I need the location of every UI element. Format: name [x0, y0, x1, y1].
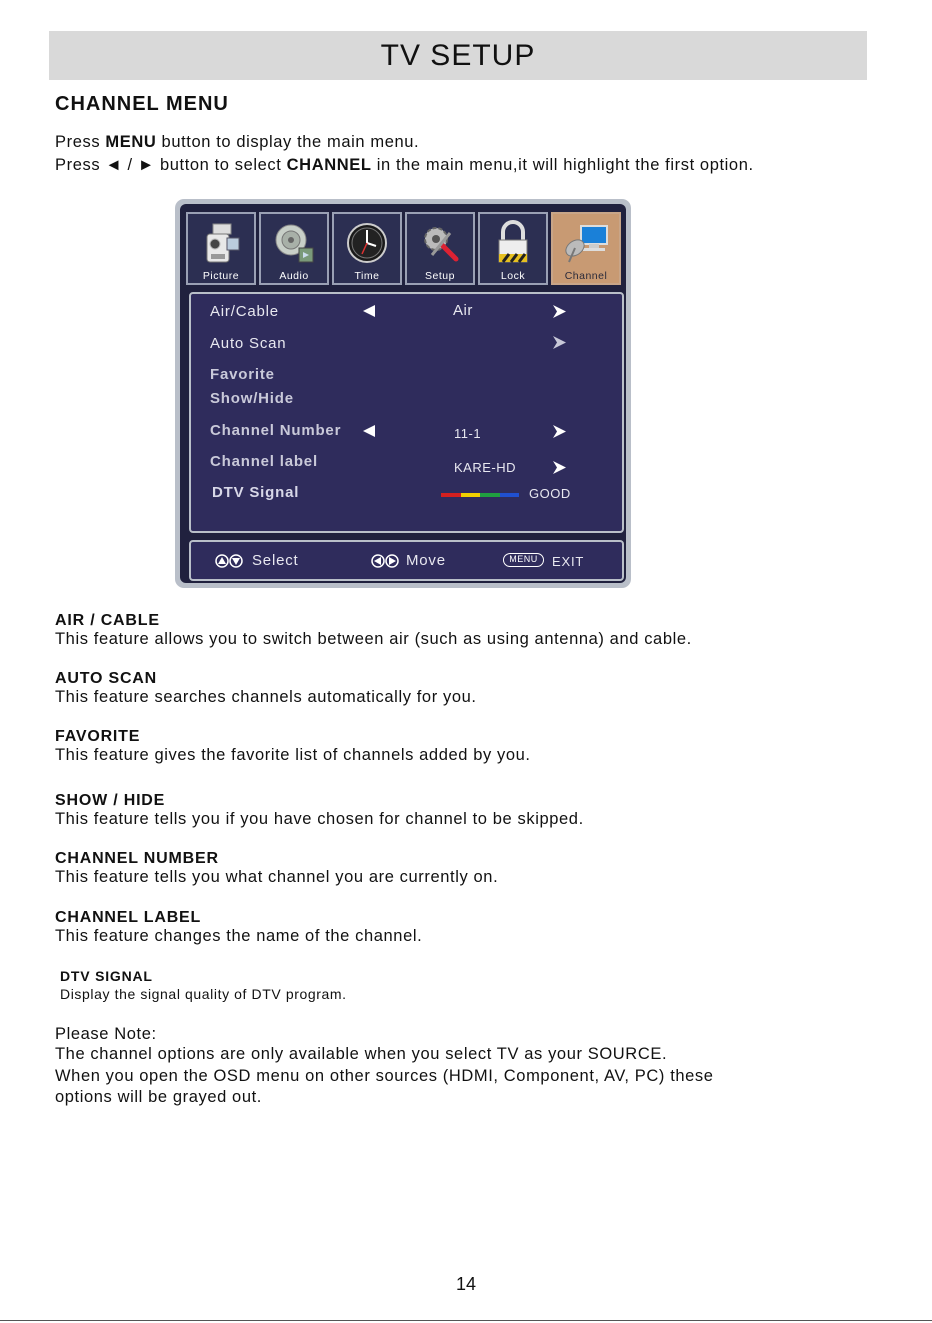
tab-label: Picture — [202, 270, 240, 282]
signal-segment — [500, 493, 520, 497]
menu-item-dtv-signal[interactable]: DTV Signal — [212, 484, 300, 501]
footer-move-label: Move — [406, 552, 446, 569]
osd-inner — [180, 204, 626, 583]
intro-bold: CHANNEL — [286, 156, 372, 174]
footer-select-label: Select — [252, 552, 299, 569]
arrow-right-icon[interactable] — [553, 305, 566, 318]
note-line-2: When you open the OSD menu on other sources (HDMI, Component, AV, PC) these — [55, 1067, 714, 1085]
intro-text: in the main menu,it will highlight the first option. — [371, 156, 754, 174]
intro-bold: MENU — [105, 133, 157, 151]
osd-footer — [189, 540, 624, 581]
signal-segment — [441, 493, 461, 497]
title-bar — [49, 31, 867, 80]
arrow-right-icon[interactable] — [553, 425, 566, 438]
left-right-icon — [371, 554, 399, 568]
menu-button-icon[interactable]: MENU — [503, 553, 544, 567]
tab-label: Channel — [564, 270, 608, 282]
signal-segment — [461, 493, 481, 497]
page-number: 14 — [455, 1274, 477, 1294]
menu-item-auto-scan[interactable]: Auto Scan — [210, 335, 287, 352]
menu-item-channel-number[interactable]: Channel Number — [210, 422, 342, 439]
tab-audio[interactable] — [259, 212, 329, 285]
intro-line-2 — [55, 156, 754, 175]
note-line-3: options will be grayed out. — [55, 1088, 262, 1106]
desc-body-auto-scan: This feature searches channels automatically for you. — [55, 688, 477, 706]
desc-heading-dtv-signal: DTV SIGNAL — [60, 968, 153, 984]
tab-label: Setup — [425, 270, 455, 282]
air-cable-value: Air — [453, 302, 473, 319]
section-heading: CHANNEL MENU — [55, 93, 229, 115]
tab-setup[interactable] — [405, 212, 475, 285]
padlock-icon — [480, 218, 546, 268]
desc-heading-channel-label: CHANNEL LABEL — [55, 909, 202, 926]
clock-icon — [334, 218, 400, 268]
desc-body-show-hide: This feature tells you if you have chosen for channel to be skipped. — [55, 810, 584, 828]
arrow-right-icon[interactable] — [553, 461, 566, 474]
menu-item-channel-label[interactable]: Channel label — [210, 453, 318, 470]
tools-icon — [407, 218, 473, 268]
tab-label: Audio — [279, 270, 309, 282]
tab-label: Time — [354, 270, 380, 282]
camcorder-icon — [188, 218, 254, 268]
desc-body-dtv-signal: Display the signal quality of DTV program. — [60, 986, 347, 1002]
up-down-icon — [215, 554, 243, 568]
desc-body-channel-number: This feature tells you what channel you are currently on. — [55, 868, 499, 886]
channel-number-value: 11-1 — [454, 426, 482, 441]
dtv-signal-value: GOOD — [529, 486, 571, 501]
footer-exit-label: EXIT — [552, 554, 585, 569]
page-title: TV SETUP — [380, 39, 536, 72]
bottom-divider — [0, 1320, 932, 1321]
desc-heading-auto-scan: AUTO SCAN — [55, 670, 158, 687]
menu-item-show-hide[interactable]: Show/Hide — [210, 390, 294, 407]
channel-menu-panel — [189, 292, 624, 533]
tab-channel[interactable] — [551, 212, 621, 285]
tab-lock[interactable] — [478, 212, 548, 285]
note-line-1: The channel options are only available when you select TV as your SOURCE. — [55, 1045, 668, 1063]
tab-time[interactable] — [332, 212, 402, 285]
intro-text: Press ◄ / ► button to select — [55, 156, 287, 174]
note-heading: Please Note: — [55, 1025, 157, 1043]
intro-text: Press — [55, 133, 106, 151]
menu-item-air-cable[interactable]: Air/Cable — [210, 303, 279, 320]
desc-heading-air-cable: AIR / CABLE — [55, 612, 160, 629]
arrow-left-icon[interactable] — [363, 425, 375, 437]
desc-heading-favorite: FAVORITE — [55, 728, 141, 745]
satellite-dish-icon — [553, 218, 619, 268]
desc-heading-show-hide: SHOW / HIDE — [55, 792, 166, 809]
intro-line-1 — [55, 133, 419, 152]
arrow-right-icon[interactable] — [553, 336, 566, 349]
desc-body-favorite: This feature gives the favorite list of channels added by you. — [55, 746, 531, 764]
menu-item-favorite[interactable]: Favorite — [210, 366, 275, 383]
speaker-icon — [261, 218, 327, 268]
signal-strength-bar — [441, 493, 519, 497]
tab-label: Lock — [500, 270, 526, 282]
desc-heading-channel-number: CHANNEL NUMBER — [55, 850, 219, 867]
desc-body-channel-label: This feature changes the name of the channel. — [55, 927, 423, 945]
osd-screen — [175, 199, 631, 588]
channel-label-value: KARE-HD — [454, 460, 517, 475]
tab-picture[interactable] — [186, 212, 256, 285]
arrow-left-icon[interactable] — [363, 305, 375, 317]
signal-segment — [480, 493, 500, 497]
desc-body-air-cable: This feature allows you to switch between air (such as using antenna) and cable. — [55, 630, 692, 648]
intro-text: button to display the main menu. — [156, 133, 420, 151]
